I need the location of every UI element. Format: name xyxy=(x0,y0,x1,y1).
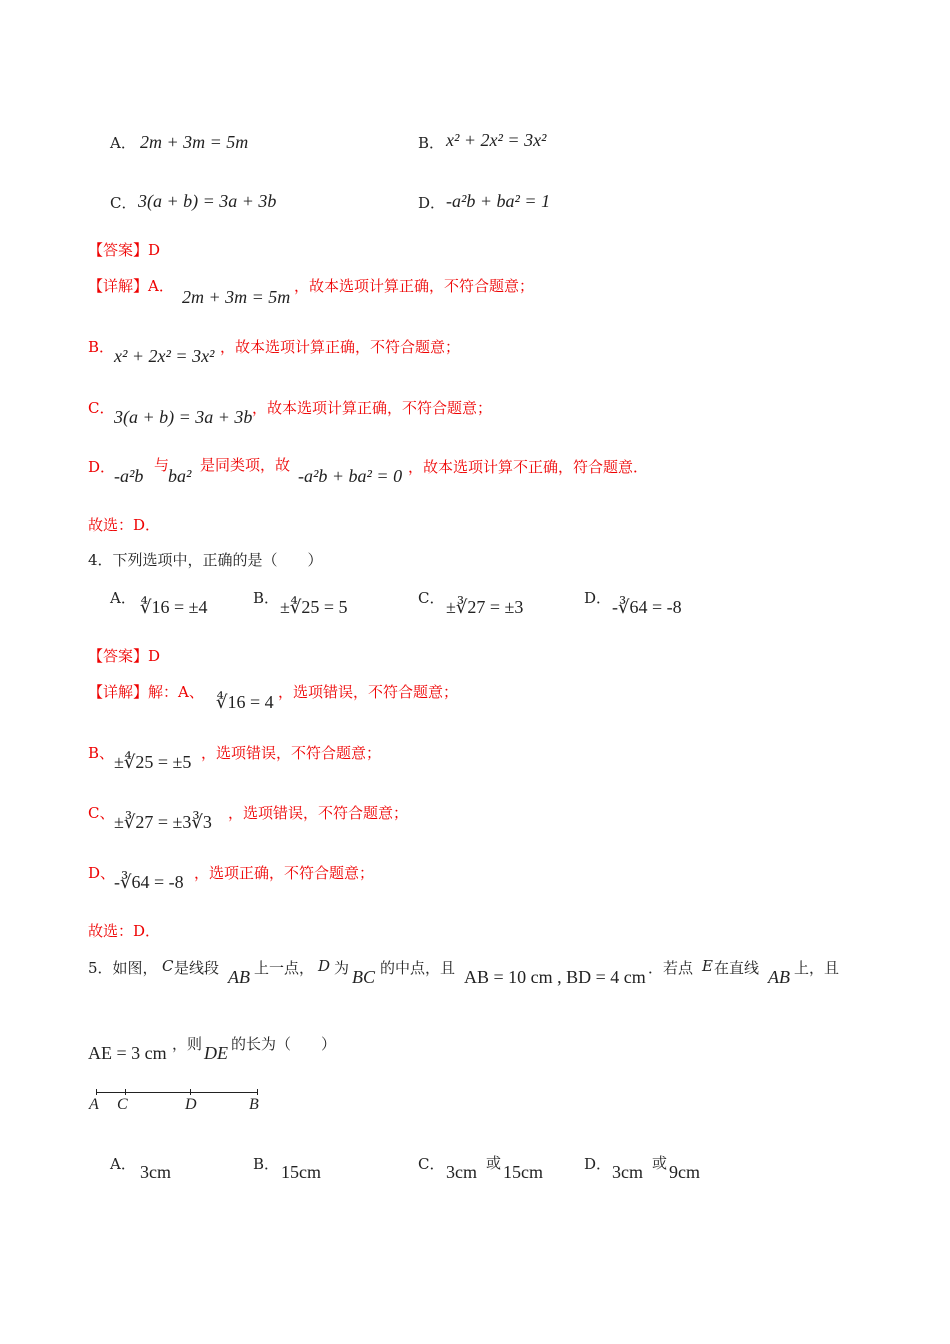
q5-stem-ab2: AB xyxy=(768,967,790,987)
point-c-label: C xyxy=(117,1096,128,1113)
q3-option-b-label: B． xyxy=(418,134,445,152)
q3-detail-b-expr: x² + 2x² = 3x² xyxy=(114,346,215,366)
q5-stem-p8: 上，且 xyxy=(794,959,840,977)
q4-detail-b-text: ，选项错误，不符合题意； xyxy=(201,744,382,762)
q5-option-b-v1: 15cm xyxy=(281,1162,321,1182)
q4-detail-c-text: ，选项错误，不符合题意； xyxy=(228,804,409,822)
tick-a xyxy=(96,1089,97,1095)
q4-option-a-expr: ∜16 = ±4 xyxy=(140,597,208,617)
q3-option-a-expr: 2m + 3m = 5m xyxy=(140,132,249,152)
tick-d xyxy=(190,1089,191,1095)
q5-stem-p2: 是线段 xyxy=(174,959,220,977)
q5-stem-p5: 的中点，且 xyxy=(380,959,456,977)
q3-option-d-label: D． xyxy=(418,194,446,212)
q4-detail-b-expr: ±∜25 = ±5 xyxy=(114,752,192,772)
q5-option-b-label: B． xyxy=(253,1155,280,1173)
q4-stem: 4．下列选项中，正确的是（ ） xyxy=(88,551,323,569)
q5-line2-p2: 的长为（ ） xyxy=(231,1035,337,1053)
q3-option-a-label: A． xyxy=(110,134,136,152)
q5-stem-p3: 上一点， xyxy=(254,959,315,977)
q5-option-c-label: C． xyxy=(418,1155,445,1173)
q3-detail-d-expr1: -a²b xyxy=(114,466,144,486)
q4-option-d-label: D． xyxy=(584,589,612,607)
q4-answer: 【答案】D xyxy=(88,647,161,665)
tick-b xyxy=(257,1089,258,1095)
q4-detail-c-label: C、 xyxy=(88,804,115,822)
q5-stem-p1: 5．如图， xyxy=(88,959,158,977)
q4-detail-prefix: 【详解】解：A、 xyxy=(88,683,204,701)
q5-option-c-or: 或 xyxy=(486,1154,502,1172)
q4-detail-c-expr: ±∛27 = ±3∛3 xyxy=(114,812,212,832)
q3-option-b-expr: x² + 2x² = 3x² xyxy=(446,130,547,150)
q5-option-a-v1: 3cm xyxy=(140,1162,171,1182)
q4-option-b-expr: ±∜25 = 5 xyxy=(280,597,348,617)
q4-option-a-label: A． xyxy=(110,589,136,607)
q5-line2-expr: AE = 3 cm xyxy=(88,1043,167,1063)
q5-stem-p6: ．若点 xyxy=(648,959,694,977)
point-d-label: D xyxy=(185,1096,197,1113)
q3-detail-d-mid1: 与 xyxy=(154,456,170,474)
q3-option-c-label: C． xyxy=(110,194,137,212)
q5-option-c-v2: 15cm xyxy=(503,1162,543,1182)
q3-option-d-expr: -a²b + ba² = 1 xyxy=(446,191,551,211)
q3-option-c-expr: 3(a + b) = 3a + 3b xyxy=(138,191,277,211)
q5-option-a-label: A． xyxy=(110,1155,136,1173)
q3-choose: 故选：D． xyxy=(88,516,161,534)
q3-detail-d-mid2: 是同类项，故 xyxy=(200,456,291,474)
q5-stem-bc: BC xyxy=(352,967,376,987)
q3-detail-d-text: ，故本选项计算不正确，符合题意． xyxy=(408,458,649,476)
q4-option-c-label: C． xyxy=(418,589,445,607)
q3-detail-prefix: 【详解】A． xyxy=(88,277,174,295)
q4-detail-b-label: B、 xyxy=(88,744,115,762)
q3-detail-d-label: D． xyxy=(88,458,116,476)
q5-option-d-or: 或 xyxy=(652,1154,668,1172)
q3-detail-b-label: B． xyxy=(88,338,115,356)
q5-line2-p1: ，则 xyxy=(172,1035,203,1053)
q3-detail-a-expr: 2m + 3m = 5m xyxy=(182,287,291,307)
q5-stem-e: E xyxy=(702,957,713,975)
q3-answer: 【答案】D xyxy=(88,241,161,259)
q5-stem-expr: AB = 10 cm , BD = 4 cm xyxy=(464,967,646,987)
q5-option-d-v2: 9cm xyxy=(669,1162,700,1182)
q3-detail-a xyxy=(88,275,174,296)
q5-stem-p7: 在直线 xyxy=(714,959,760,977)
segment-line xyxy=(96,1092,258,1093)
q4-option-b-label: B． xyxy=(253,589,280,607)
q3-detail-d-expr2: ba² xyxy=(168,466,192,486)
q5-option-d-label: D． xyxy=(584,1155,612,1173)
q3-detail-c-text: ，故本选项计算正确，不符合题意； xyxy=(252,399,493,417)
q4-choose: 故选：D． xyxy=(88,922,161,940)
q3-detail-c-expr: 3(a + b) = 3a + 3b xyxy=(114,407,253,427)
point-a-label: A xyxy=(89,1096,99,1113)
point-b-label: B xyxy=(249,1096,259,1113)
q5-stem-p4: 为 xyxy=(334,959,350,977)
q5-line2-de: DE xyxy=(204,1043,228,1063)
tick-c xyxy=(125,1089,126,1095)
q5-stem-c: C xyxy=(162,957,174,975)
q5-option-d-v1: 3cm xyxy=(612,1162,643,1182)
q5-stem-d: D xyxy=(318,957,331,975)
q5-option-c-v1: 3cm xyxy=(446,1162,477,1182)
q3-detail-b-text: ，故本选项计算正确，不符合题意； xyxy=(220,338,461,356)
q3-detail-c-label: C． xyxy=(88,399,115,417)
q4-detail-a-expr: ∜16 = 4 xyxy=(216,692,274,712)
q4-option-d-expr: -∛64 = -8 xyxy=(612,597,682,617)
q4-detail-d-expr: -∛64 = -8 xyxy=(114,872,184,892)
q4-option-c-expr: ±∛27 = ±3 xyxy=(446,597,524,617)
q4-detail-d-text: ，选项正确，不符合题意； xyxy=(194,864,375,882)
q3-detail-a-text: ，故本选项计算正确，不符合题意； xyxy=(294,277,535,295)
q4-detail-a-text: ，选项错误，不符合题意； xyxy=(278,683,459,701)
q4-detail-d-label: D、 xyxy=(88,864,116,882)
q3-detail-d-expr3: -a²b + ba² = 0 xyxy=(298,466,403,486)
q5-stem-ab: AB xyxy=(228,967,250,987)
